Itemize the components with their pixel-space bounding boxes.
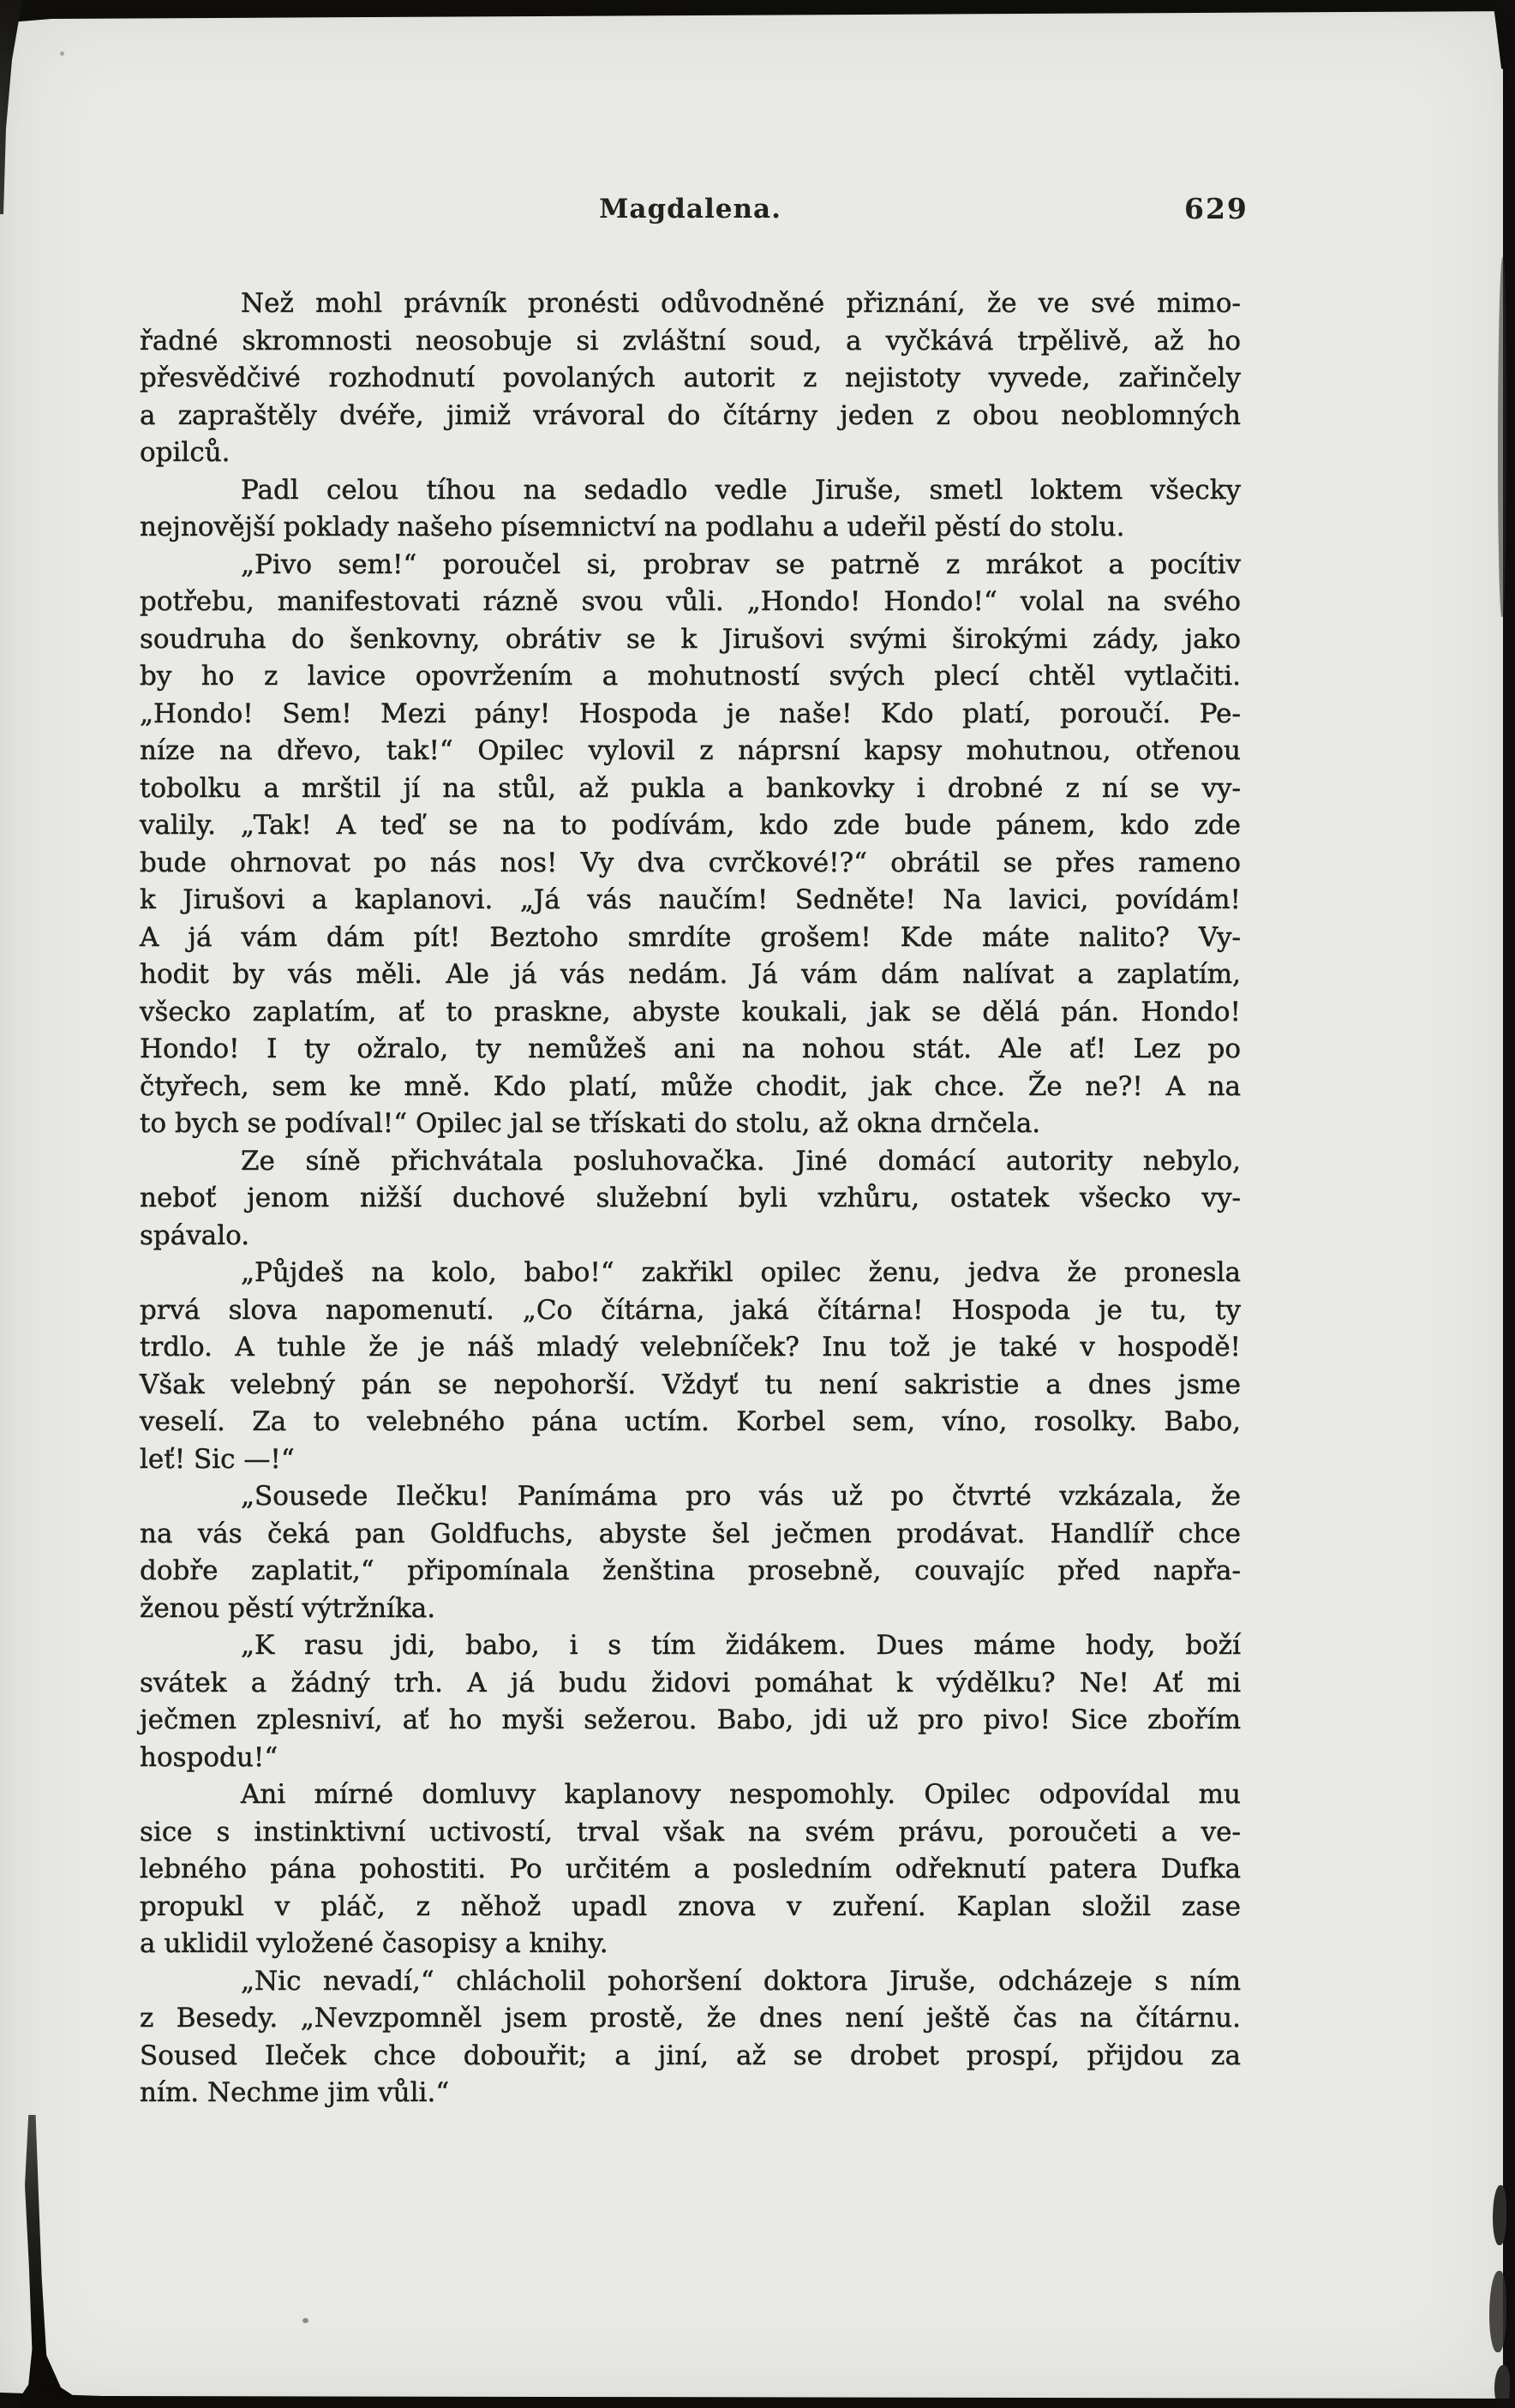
running-header: Magdalena. [599, 194, 781, 225]
text-line: Ani mírné domluvy kaplanovy nespomohly. Opilec odpovídal mu [241, 1779, 1241, 1810]
text-line: nejnovější poklady našeho písemnictví na podlahu a udeřil pěstí do stolu. [140, 512, 1125, 542]
text-line: propukl v pláč, z něhož upadl znova v zuření. Kaplan složil zase [140, 1890, 1241, 1922]
scan-border-right-top [1493, 0, 1515, 74]
text-line: „Hondo! Sem! Mezi pány! Hospoda je naše! Kdo platí, poroučí. Pe- [140, 698, 1241, 729]
text-line: „Nic nevadí,“ chlácholil pohoršení doktora Jiruše, odcházeje s ním [241, 1965, 1241, 1997]
text-line: čtyřech, sem ke mně. Kdo platí, může chodit, jak chce. Že ne?! A na [140, 1070, 1241, 1102]
text-line: hospodu!“ [140, 1741, 278, 1773]
text-line: níze na dřevo, tak!“ Opilec vylovil z náprsní kapsy mohutnou, otřenou [140, 735, 1241, 766]
text-line: A já vám dám pít! Beztoho smrdíte grošem! Kde máte nalito? Vy- [140, 921, 1241, 953]
scan-stripe-bottom-left [19, 2115, 79, 2408]
text-line: spávalo. [140, 1219, 250, 1251]
text-line: „K rasu jdi, babo, i s tím židákem. Dues máme hody, boží [241, 1630, 1241, 1661]
text-line: trdlo. A tuhle že je náš mladý velebníček? Inu tož je také v hospodě! [140, 1332, 1241, 1363]
text-line: všecko zaplatím, ať to praskne, abyste koukali, jak se dělá pán. Hondo! [140, 996, 1241, 1027]
text-line: „Sousede Ilečku! Panímáma pro vás už po čtvrté vzkázala, že [241, 1481, 1241, 1512]
scan-fringe [1489, 2271, 1506, 2352]
scan-border-top [0, 0, 1515, 24]
text-line: lebného pána pohostiti. Po určitém a posledním odřeknutí patera Dufka [140, 1854, 1241, 1884]
text-line: sice s instinktivní uctivostí, trval však na svém právu, poroučeti a ve- [140, 1816, 1241, 1848]
scan-fringe [1498, 257, 1506, 617]
text-line: Padl celou tíhou na sedadlo vedle Jiruše, smetl loktem všecky [241, 474, 1241, 506]
text-line: bude ohrnovat po nás nos! Vy dva cvrčkové!?“ obrátil se přes rameno [140, 847, 1241, 878]
text-line: valily. „Tak! A teď se na to podívám, kdo zde bude pánem, kdo zde [140, 810, 1241, 841]
text-line: Hondo! I ty ožralo, ty nemůžeš ani na nohou stát. Ale ať! Lez po [140, 1033, 1241, 1064]
page-number: 629 [1184, 192, 1249, 225]
text-line: k Jirušovi a kaplanovi. „Já vás naučím! Sedněte! Na lavici, povídám! [140, 884, 1241, 915]
text-line: Ze síně přichvátala posluhovačka. Jiné domácí autority nebylo, [241, 1145, 1241, 1177]
text-line: „Půjdeš na kolo, babo!“ zakřikl opilec ženu, jedva že pronesla [241, 1257, 1241, 1288]
text-line: ženou pěstí výtržníka. [140, 1592, 436, 1624]
scan-border-top-left [0, 0, 22, 214]
text-line: dobře zaplatit,“ připomínala ženština prosebně, couvajíc před napřa- [140, 1555, 1241, 1586]
text-line: řadné skromnosti neosobuje si zvláštní soud, a vyčkává trpělivě, až ho [140, 325, 1241, 356]
text-line: na vás čeká pan Goldfuchs, abyste šel ječmen prodávat. Handlíř chce [140, 1518, 1241, 1549]
text-line: by ho z lavice opovržením a mohutností svých plecí chtěl vytlačiti. [140, 661, 1241, 692]
text-line: ním. Nechme jim vůli.“ [140, 2077, 450, 2108]
text-line: prvá slova napomenutí. „Co čítárna, jaká čítárna! Hospoda je tu, ty [140, 1294, 1241, 1326]
text-line: „Pivo sem!“ poroučel si, probrav se patrně z mrákot a pocítiv [241, 548, 1241, 580]
scan-border-bottom [0, 2393, 1515, 2408]
text-line: veselí. Za to velebného pána uctím. Korbel sem, víno, rosolky. Babo, [140, 1406, 1241, 1437]
text-line: potřebu, manifestovati rázně svou vůli. „Hondo! Hondo!“ volal na svého [140, 586, 1241, 617]
text-line: a zapraštěly dvéře, jimiž vrávoral do čítárny jeden z obou neoblomných [140, 399, 1241, 431]
text-line: z Besedy. „Nevzpomněl jsem prostě, že dnes není ještě čas na čítárnu. [140, 2003, 1241, 2034]
text-line: tobolku a mrštil jí na stůl, až pukla a bankovky i drobné z ní se vy- [140, 772, 1241, 804]
text-line: přesvědčivé rozhodnutí povolaných autorit z nejistoty vyvede, zařinčely [140, 362, 1241, 393]
text-line: leť! Sic —!“ [140, 1443, 295, 1475]
text-line: svátek a žádný trh. A já budu židovi pomáhat k výdělku? Ne! Ať mi [140, 1667, 1241, 1698]
text-line: hodit by vás měli. Ale já vás nedám. Já vám dám nalívat a zaplatím, [140, 959, 1241, 990]
text-line: to bych se podíval!“ Opilec jal se třískati do stolu, až okna drnčela. [140, 1108, 1041, 1139]
text-line: a uklidil vyložené časopisy a knihy. [140, 1928, 608, 1959]
scan-speck [60, 51, 64, 56]
scan-speck [302, 2318, 308, 2323]
text-line: Než mohl právník pronésti odůvodněné přiznání, že ve své mimo- [241, 288, 1241, 319]
text-line: neboť jenom nižší duchové služební byli vzhůru, ostatek všecko vy- [140, 1183, 1241, 1213]
text-line: Však velebný pán se nepohorší. Vždyť tu není sakristie a dnes jsme [140, 1369, 1241, 1400]
text-line: soudruha do šenkovny, obrátiv se k Jirušovi svými širokými zády, jako [140, 623, 1241, 655]
text-block [140, 285, 1241, 2112]
text-line: ječmen zplesniví, ať ho myši sežerou. Babo, jdi už pro pivo! Sice zbořím [140, 1704, 1241, 1735]
text-line: opilců. [140, 437, 231, 468]
scan-fringe [1493, 2185, 1506, 2245]
text-line: Soused Ileček chce dobouřit; a jiní, až se drobet prospí, přijdou za [140, 2040, 1241, 2071]
